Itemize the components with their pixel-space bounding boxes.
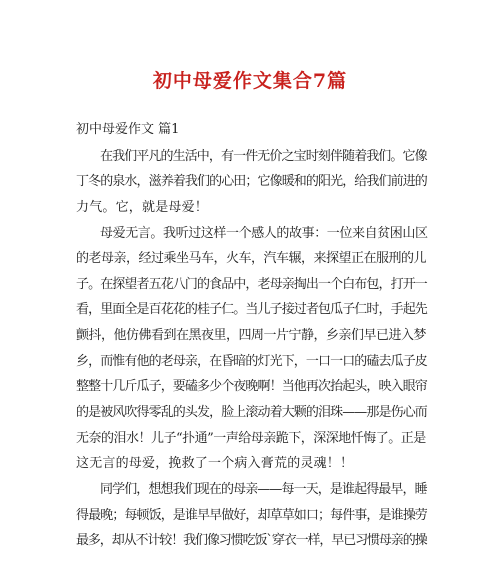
document-title: 初中母爱作文集合7篇 (152, 70, 348, 92)
paragraph-line: 乡，而惟有他的老母亲，在昏暗的灯光下，一口一口的磕去瓜子皮 (76, 354, 427, 369)
paragraph-line: 同学们，想想我们现在的母亲——每一天，是谁起得最早，睡 (100, 482, 427, 497)
paragraph-line: 力气。它，就是母爱！ (76, 200, 209, 215)
paragraph-line: 颤抖，他仿佛看到在黑夜里，四周一片宁静，乡亲们早已进入梦 (76, 328, 427, 343)
paragraph-line: 整整十几斤瓜子，要磕多少个夜晚啊！当他再次抬起头，映入眼帘 (76, 379, 427, 394)
paragraph-line: 子。在探望者五花八门的食品中，老母亲掏出一个白布包，打开一 (76, 277, 427, 292)
paragraph-line: 的老母亲，经过乘坐马车，火车，汽车辗，来探望正在服刑的儿 (76, 251, 427, 266)
paragraph-line: 在我们平凡的生活中，有一件无价之宝时刻伴随着我们。它像 (100, 149, 427, 164)
paragraph-line: 丁冬的泉水，滋养着我们的心田；它像暖和的阳光，给我们前进的 (76, 174, 427, 189)
paragraph-line: 得最晚；每顿饭，是谁早早做好，却草草如口；每件事，是谁操劳 (76, 508, 427, 523)
paragraph-line: 这无言的母爱，挽救了一个病入膏荒的灵魂！！ (76, 456, 354, 471)
paragraph-line: 最多，却从不计较！我们像习惯吃饭`穿衣一样，早已习惯母亲的操 (76, 533, 427, 548)
section-heading: 初中母爱作文 篇1 (76, 122, 180, 137)
paragraph-line: 母爱无言。我听过这样一个感人的故事：一位来自贫困山区 (100, 226, 428, 241)
paragraph-line: 看，里面全是百花花的桂子仁。当儿子接过者包瓜子仁时，手起先 (76, 302, 427, 317)
paragraph-line: 的是被风吹得零乱的头发，脸上滚动着大颗的泪珠——那是伤心而 (76, 405, 427, 420)
paragraph-line: 无奈的泪水！儿子“扑通”一声给母亲跪下，深深地忏悔了。正是 (76, 431, 426, 446)
